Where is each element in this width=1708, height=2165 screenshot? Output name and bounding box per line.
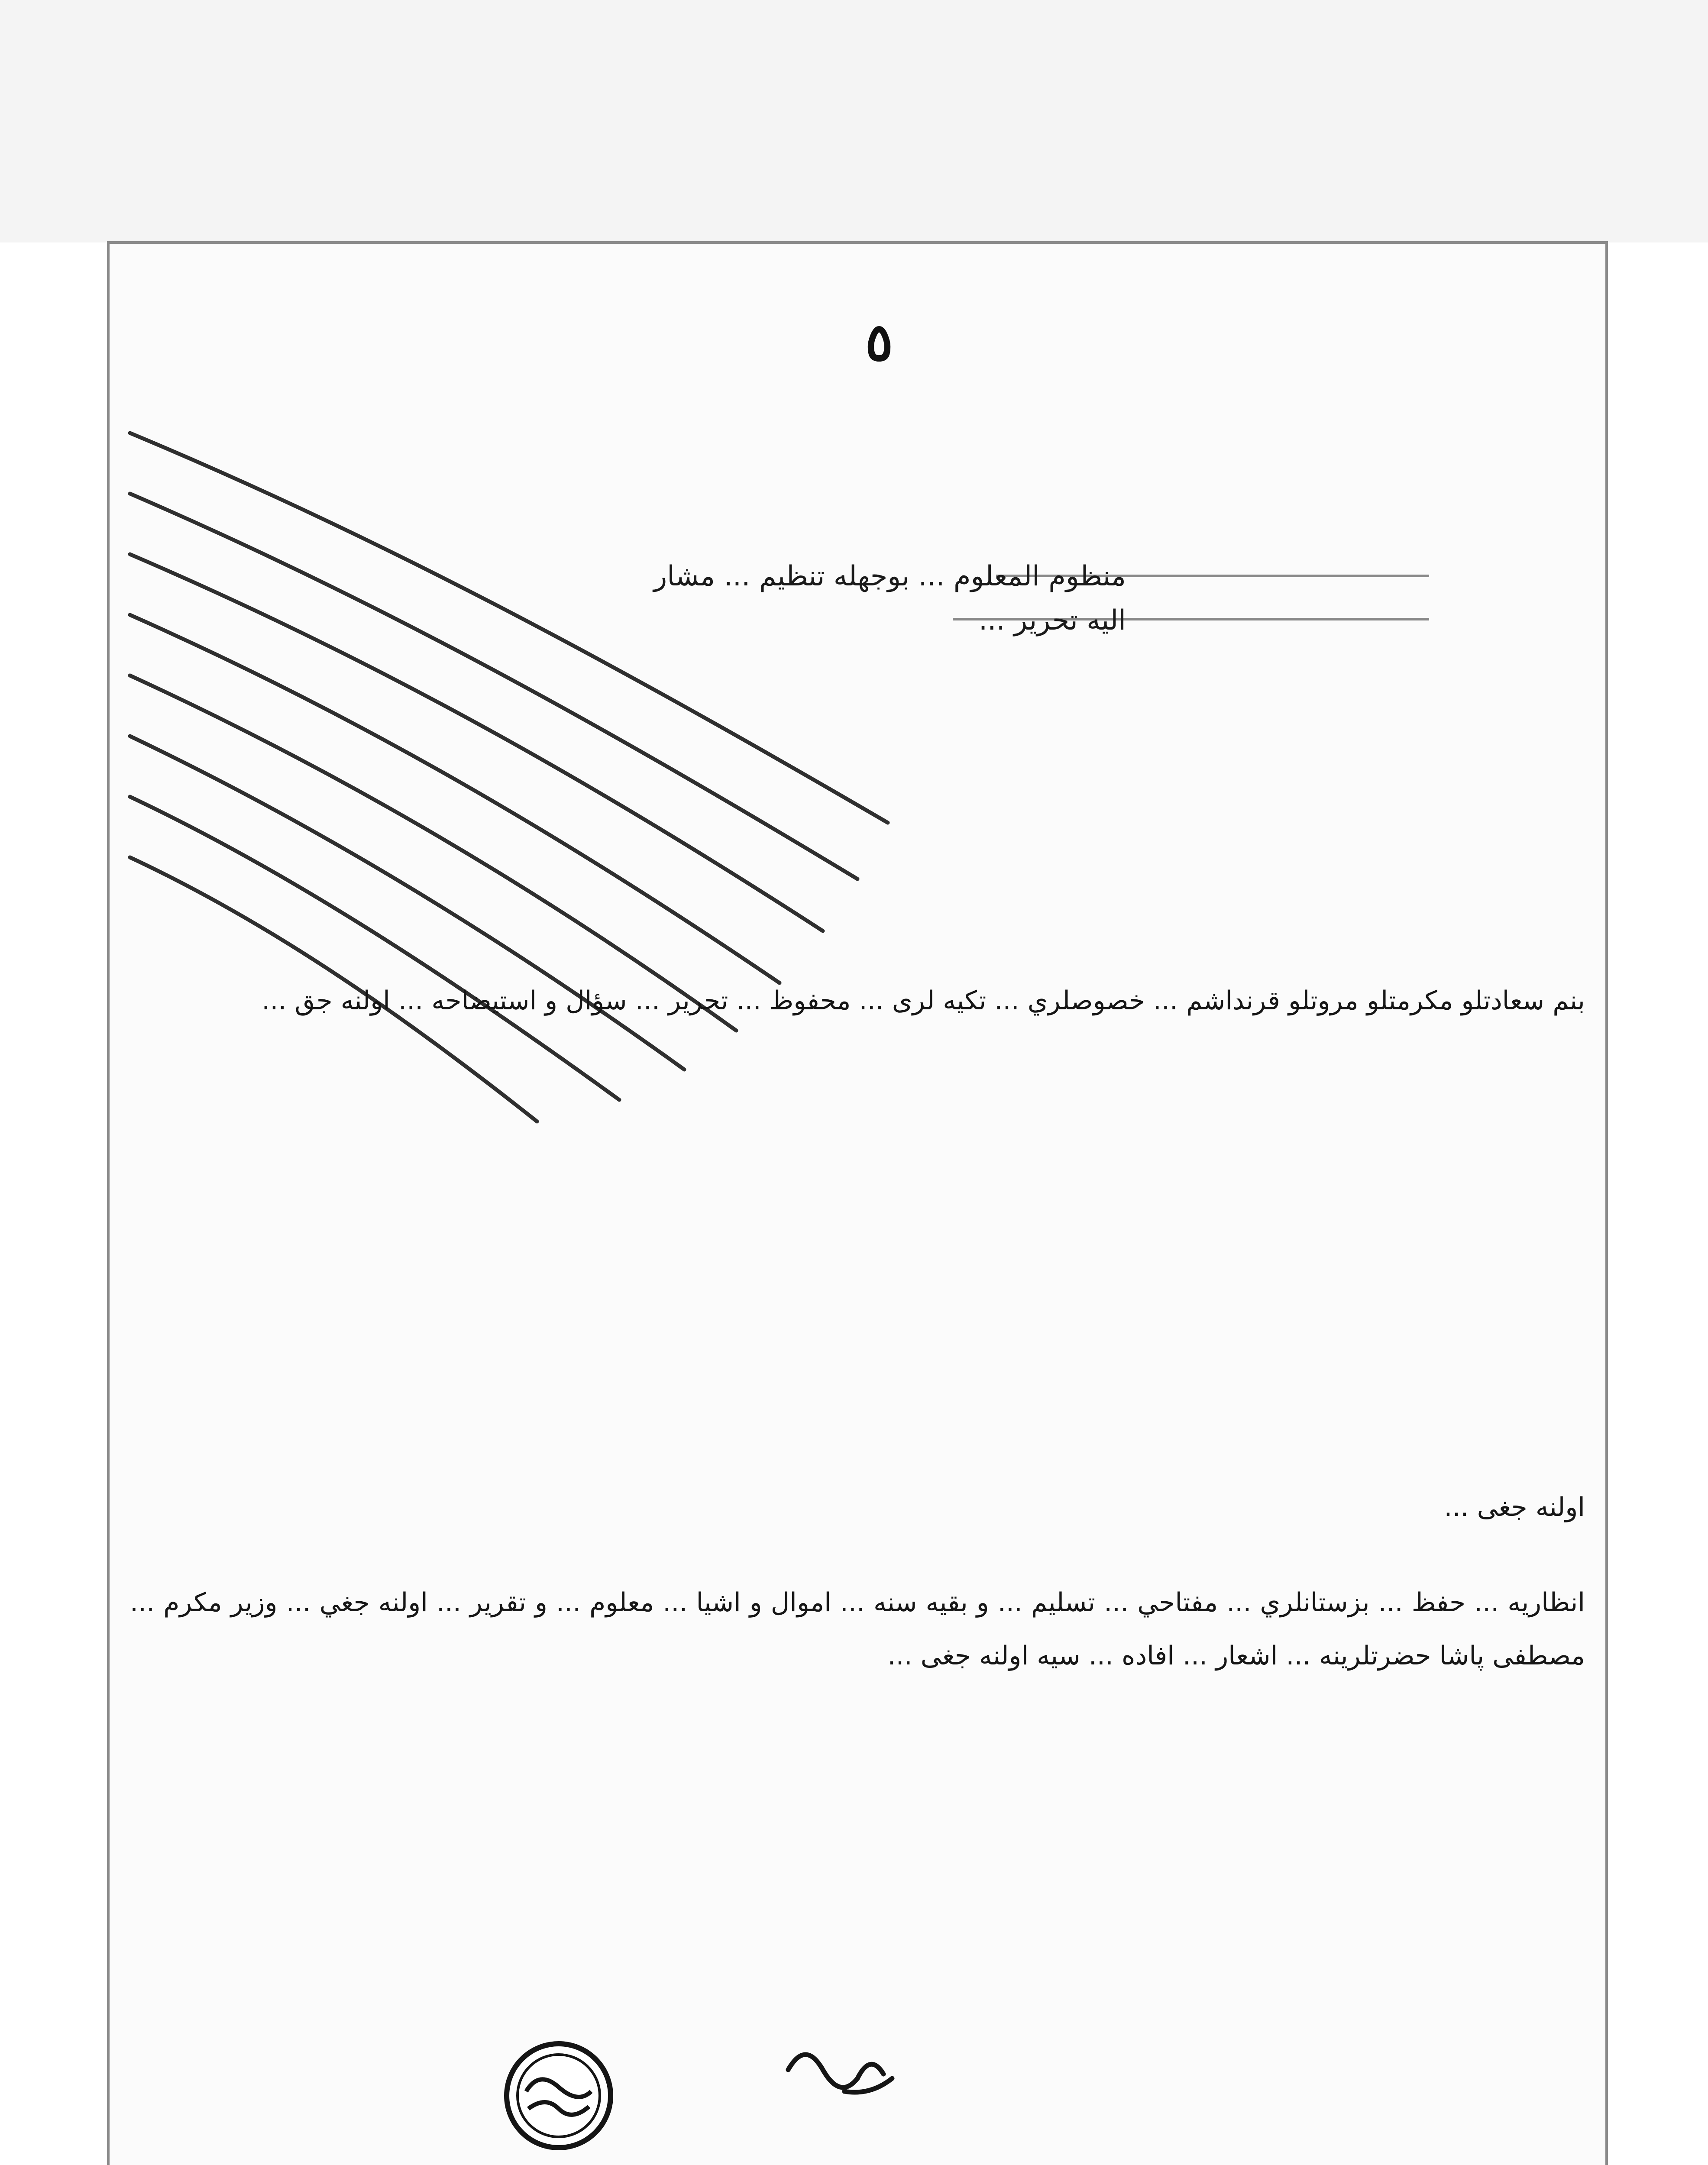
- page-number: ٥: [865, 312, 893, 373]
- paragraph-2: اولنه جغى ...: [1444, 1492, 1585, 1522]
- top-margin: [0, 0, 1708, 242]
- paragraph-3: انظاريه ... حفظ ... بزستانلري ... مفتاحي ... تسليم ... و بقيه سنه ... اموال و اشيا ... معلوم ... و تقرير ... اولنه جغي ... وزير مكرم ... مصطفى پاشا حضرتلرينه ... اشعار ... افاده ... سيه اولنه جغى ...: [130, 1587, 1585, 1671]
- paper-sheet: [108, 242, 1607, 2165]
- paragraph-1: بنم سعادتلو مكرمتلو مروتلو قرنداشم ... خصوصلري ... تكيه لرى ... محفوظ ... تحرير ... سؤال و استيضاحه ... اولنه جق ...: [262, 986, 1585, 1016]
- header-note: منظوم المعلوم ... بوجهله تنظيم ... مشار اليه تحرير ...: [653, 560, 1126, 637]
- seal-stamp: [507, 2044, 611, 2148]
